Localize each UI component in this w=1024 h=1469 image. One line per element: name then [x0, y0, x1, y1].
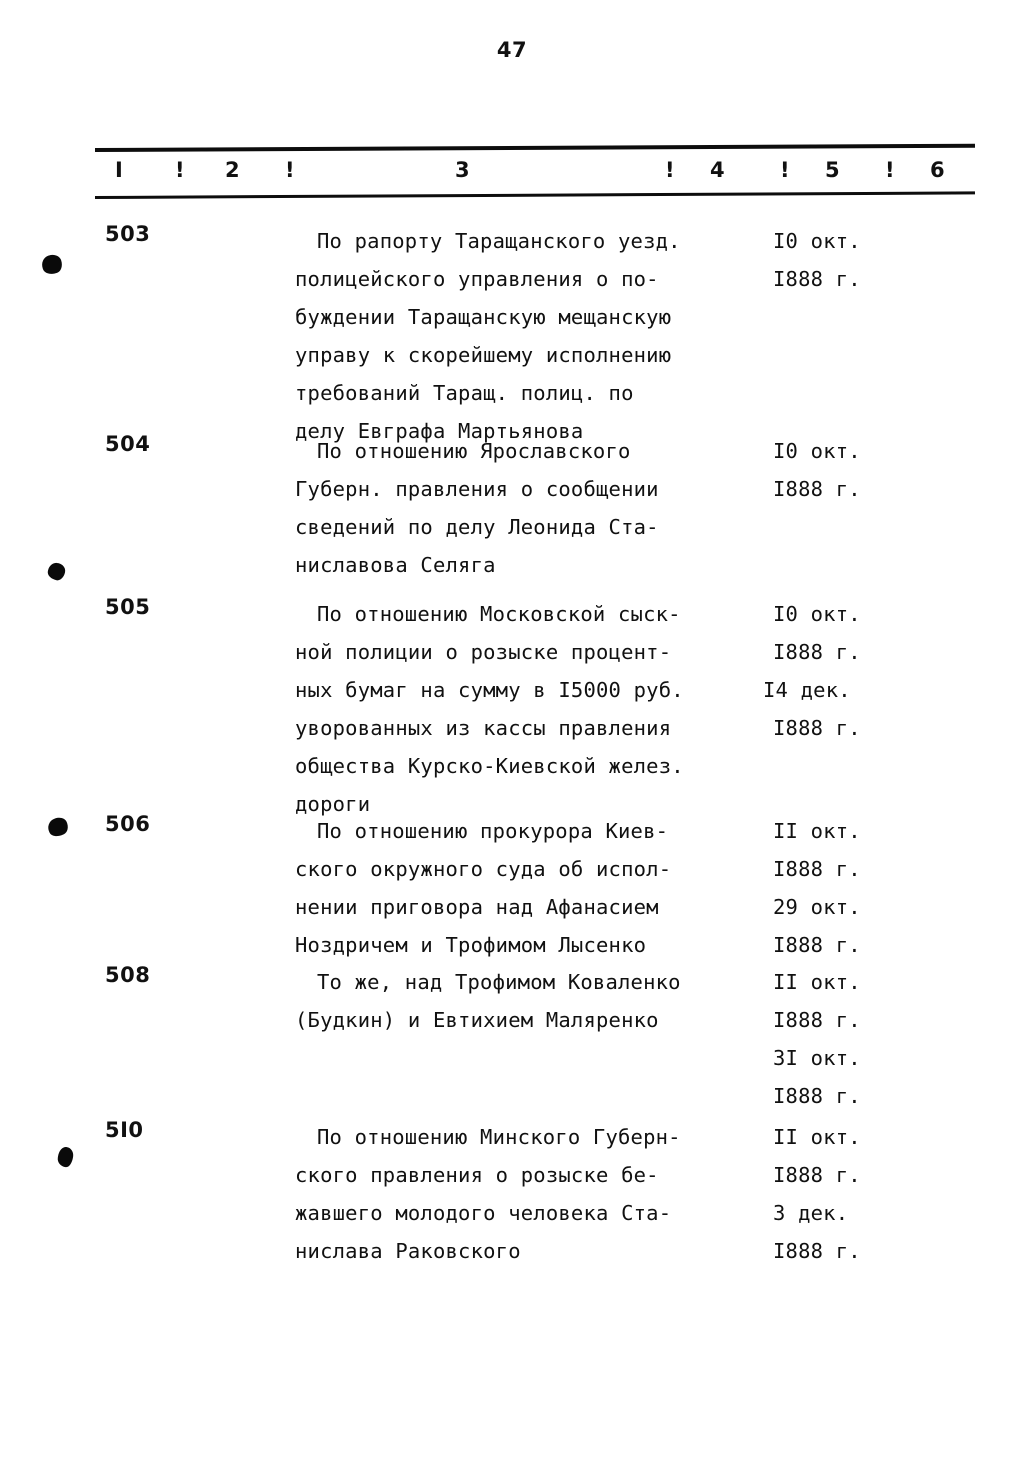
table-column-header — [95, 158, 975, 192]
column-header-cell: ! — [780, 158, 790, 182]
entry-date-text: I888 г. — [773, 857, 861, 881]
entry-line — [295, 546, 985, 584]
entry-date-text: I888 г. — [773, 716, 861, 740]
entry-line — [295, 222, 985, 260]
entry-date-text: I888 г. — [773, 1239, 861, 1263]
ink-blot-3 — [45, 815, 71, 840]
page-number: 47 — [496, 38, 528, 62]
entry-body — [295, 595, 985, 823]
entry-line — [295, 633, 985, 671]
entry-line — [295, 374, 985, 412]
entry-line — [295, 1156, 985, 1194]
entry-description-text: полицейского управления о по- — [295, 267, 659, 291]
entry-date-text: I0 окт. — [773, 439, 861, 463]
entry-description-text: нислава Раковского — [295, 1239, 521, 1263]
entry-line — [295, 926, 985, 964]
entry-date-text: I888 г. — [773, 1008, 861, 1032]
entry-description-text: ных бумаг на сумму в I5000 руб. — [295, 678, 684, 702]
entry-description-text: ниславова Селяга — [295, 553, 496, 577]
entry-date-text: I888 г. — [773, 640, 861, 664]
column-header-cell: 5 — [825, 158, 840, 182]
entry-line — [295, 963, 985, 1001]
column-header-cell: 3 — [455, 158, 470, 182]
entry-line — [295, 260, 985, 298]
column-header-cell: 4 — [710, 158, 725, 182]
entry-description-text: То же, над Трофимом Коваленко — [317, 970, 681, 994]
entry-description-text: По отношению Ярославского — [317, 439, 631, 463]
column-header-cell: 2 — [225, 158, 240, 182]
entry-description-text: По рапорту Таращанского уезд. — [317, 229, 681, 253]
entry-date-text: I888 г. — [773, 1163, 861, 1187]
entry-date-text: I888 г. — [773, 933, 861, 957]
entry-description-text: сведений по делу Леонида Ста- — [295, 515, 659, 539]
entry-line — [295, 432, 985, 470]
entry-line — [295, 850, 985, 888]
entry-number: 5I0 — [105, 1118, 144, 1142]
ink-blot-1 — [40, 252, 65, 276]
entry-line — [295, 1077, 985, 1115]
entry-line — [295, 508, 985, 546]
column-header-cell: I — [115, 158, 123, 182]
entry-date-text: 3I окт. — [773, 1046, 861, 1070]
entry-line — [295, 888, 985, 926]
entry-line — [295, 812, 985, 850]
entry-number: 503 — [105, 222, 151, 246]
entry-body — [295, 963, 985, 1115]
entry-date-text: 3 дек. — [773, 1201, 849, 1225]
column-header-cell: 6 — [930, 158, 945, 182]
entry-date-text: I0 окт. — [773, 229, 861, 253]
table-bottom-rule — [95, 191, 975, 199]
entry-line — [295, 1232, 985, 1270]
entry-body — [295, 432, 985, 584]
entry-description-text: делу Евграфа Мартьянова — [295, 419, 584, 443]
entry-date-text: II окт. — [773, 970, 861, 994]
entry-date-text: II окт. — [773, 819, 861, 843]
entry-body — [295, 1118, 985, 1270]
entry-description-text: По отношению Московской сыск- — [317, 602, 681, 626]
column-header-cell: ! — [285, 158, 295, 182]
entry-line — [295, 1118, 985, 1156]
entry-line — [295, 1039, 985, 1077]
entry-description-text: жавшего молодого человека Ста- — [295, 1201, 672, 1225]
column-header-cell: ! — [885, 158, 895, 182]
entry-description-text: буждении Таращанскую мещанскую — [295, 305, 672, 329]
entry-number: 504 — [105, 432, 151, 456]
entry-line — [295, 1194, 985, 1232]
entry-description-text: ского окружного суда об испол- — [295, 857, 672, 881]
entry-number: 506 — [105, 812, 151, 836]
entry-line — [295, 298, 985, 336]
entry-description-text: общества Курско-Киевской желез. — [295, 754, 684, 778]
entry-description-text: требований Таращ. полиц. по — [295, 381, 634, 405]
table-top-rule — [95, 144, 975, 152]
column-header-cell: ! — [665, 158, 675, 182]
entry-date-text: I0 окт. — [773, 602, 861, 626]
entry-description-text: Ноздричем и Трофимом Лысенко — [295, 933, 647, 957]
ink-blot-2 — [46, 561, 66, 581]
entry-line — [295, 709, 985, 747]
entry-description-text: (Будкин) и Евтихием Маляренко — [295, 1008, 659, 1032]
ink-blot-4 — [57, 1146, 75, 1168]
entry-description-text: дороги — [295, 792, 371, 816]
entry-description-text: По отношению Минского Губерн- — [317, 1125, 681, 1149]
entry-line — [295, 336, 985, 374]
entry-line — [295, 671, 985, 709]
entry-line — [295, 470, 985, 508]
entry-date-text: I888 г. — [773, 1084, 861, 1108]
entry-number: 508 — [105, 963, 151, 987]
entry-description-text: Губерн. правления о сообщении — [295, 477, 659, 501]
entry-date-text: I888 г. — [773, 267, 861, 291]
entry-description-text: уворованных из кассы правления — [295, 716, 672, 740]
entry-date-text: 29 окт. — [773, 895, 861, 919]
entry-description-text: нении приговора над Афанасием — [295, 895, 659, 919]
column-header-cell: ! — [175, 158, 185, 182]
entry-description-text: ского правления о розыске бе- — [295, 1163, 659, 1187]
entry-number: 505 — [105, 595, 151, 619]
entry-date-text: I4 дек. — [763, 678, 851, 702]
entry-description-text: По отношению прокурора Киев- — [317, 819, 669, 843]
entry-body — [295, 812, 985, 964]
entry-line — [295, 595, 985, 633]
entry-date-text: I888 г. — [773, 477, 861, 501]
entry-description-text: ной полиции о розыске процент- — [295, 640, 672, 664]
entry-date-text: II окт. — [773, 1125, 861, 1149]
entry-line — [295, 1001, 985, 1039]
entry-line — [295, 747, 985, 785]
entry-body — [295, 222, 985, 450]
entry-description-text: управу к скорейшему исполнению — [295, 343, 672, 367]
